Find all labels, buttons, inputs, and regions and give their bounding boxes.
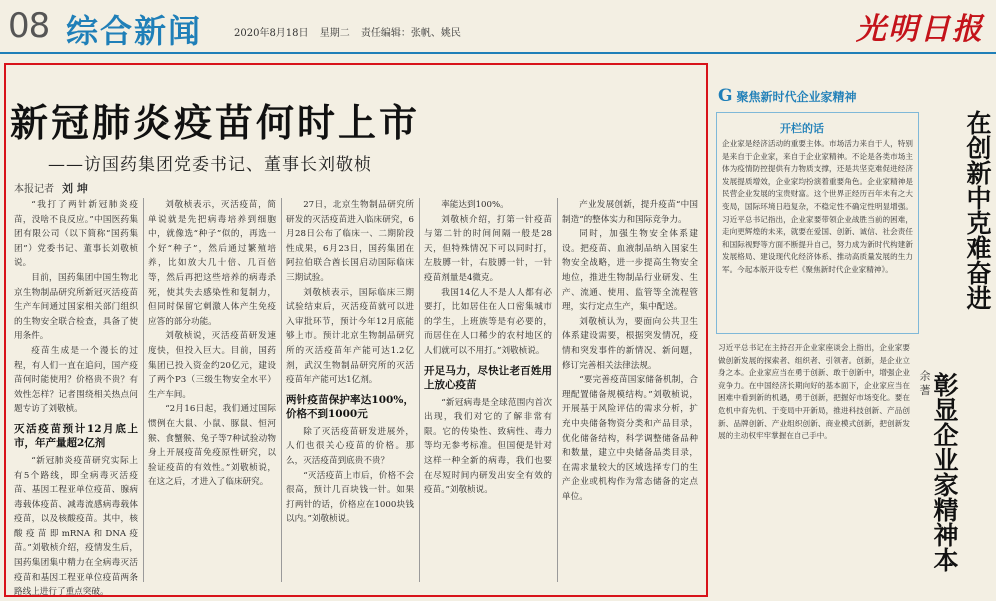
paragraph: 刘敬桢说，灭活疫苗研发速度快，但投入巨大。目前，国药集团已投入资金约20亿元，建设了两个P3（三级生物安全水平）生产车间。 xyxy=(148,331,276,400)
paragraph: 刘敬桢认为，要面向公共卫生体系建设需要，根据突发情况，疫情和突发事件的新情况、新问题，修订完善相关法律法规。 xyxy=(562,316,698,371)
editor-note-text: 企业家是经济活动的重要主体。市场活力来自于人，特别是来自于企业家，来自于企业家精神。不论是各类市场主体为疫情防控提供有力物质支撑，还是共坚克难促进经济发展提质增效，企业家均扮演着重要角色。企业家精神是民营企业发展的宝贵财富。这个世界正经历百年未有之大变局，国际环境日趋复杂，不稳定性不确定性明显增强。习近平总书记指出，企业家要带领企业战胜当前的困难，走向更辉煌的未来，就要在爱国、创新、诚信、社会责任和国际视野等方面不断提升自己，努力成为新时代构建新发展格局、建设现代化经济体系、推动高质量发展的生力军。今起本版开设专栏《聚焦新时代企业家精神》。 xyxy=(722,139,913,274)
article-column-4 xyxy=(424,198,552,582)
paragraph: “我打了两针新冠肺炎疫苗，没啥不良反应。”中国医药集团有限公司（以下简称“国药集团”）党委书记、董事长刘敬桢说。 xyxy=(14,200,138,269)
sidebar-body-text: 习近平总书记在主持召开企业家座谈会上指出，企业家要做创新发展的探索者、组织者、引领者。创新，是企业立身之本。企业家应当在勇于创新、敢于创新中，增强企业竞争力。在中国经济长期向好的基本面下，企业家应当在困难中看到新的机遇，勇于创新，把握好市场变化。要在危机中育先机、于变局中开新局，推进科技创新、产品创新、品牌创新、产业组织创新、商业模式创新，把创新发展的主动权牢牢掌握在自己手中。 xyxy=(718,343,910,441)
sidebar-section-head xyxy=(718,86,918,106)
paragraph: “要完善疫苗国家储备机制，合理配置储备规模结构。”刘敬桢说，开展基于风险评估的需求分析，扩充中央储备物资分类和产品目录，优化储备结构，科学调整储备品种和数量，建立中央储备品类目录，在需求量较大的区域选择专门的生产企业或机构作为常态储备的定点单位。 xyxy=(562,375,698,502)
paragraph: 目前，国药集团中国生物北京生物制品研究所新冠灭活疫苗生产车间通过国家相关部门组织的生物安全联合检查，具备了使用条件。 xyxy=(14,272,138,342)
section-marker-icon: G xyxy=(718,86,733,106)
article-column-2 xyxy=(148,198,276,582)
sidebar-section-label: 聚焦新时代企业家精神 xyxy=(736,90,857,104)
page-number: 08 xyxy=(8,6,50,46)
section-title: 综合新闻 xyxy=(66,12,203,50)
paragraph: 刘敬桢表示，国际临床三期试验结束后，灭活疫苗就可以进入审批环节，预计今年12月底能够上市。预计北京生物制品研究所的灭活疫苗年产能可达1.2亿剂，武汉生物制品研究所的灭活疫苗年产能可达1亿剂。 xyxy=(286,287,414,386)
sidebar-title-line-2: 彰显企业家精神本 xyxy=(930,372,959,572)
section-heading: 两针疫苗保护率达100%，价格不到1000元 xyxy=(286,393,414,420)
byline-name: 刘 坤 xyxy=(62,182,88,195)
article-subtitle: ——访国药集团党委书记、董事长刘敬桢 xyxy=(48,155,372,175)
article-column-1 xyxy=(14,198,138,598)
paragraph: “新冠肺炎疫苗研究实际上有5个路线，即全病毒灭活疫苗、基因工程亚单位疫苗、腺病毒载体疫苗、减毒流感病毒载体疫苗，以及核酸疫苗。其中，核酸疫苗即mRNA和DNA疫苗。”刘敬桢介绍，疫情发生后，国药集团集中精力在全病毒灭活疫苗和基因工程亚单位疫苗两条路线上进行了重点突破。 xyxy=(14,455,138,598)
section-heading: 灭活疫苗预计12月底上市，年产量超2亿剂 xyxy=(14,422,138,449)
masthead xyxy=(0,0,996,58)
issue-weekday: 星期二 xyxy=(319,28,350,39)
article-title: 新冠肺炎疫苗何时上市 xyxy=(10,100,421,145)
byline xyxy=(14,180,88,196)
sidebar-author: 余 蓍 xyxy=(918,370,931,396)
editor-note-title: 开栏的话 xyxy=(780,122,824,135)
paragraph: “灭活疫苗上市后，价格不会很高，预计几百块钱一针。如果打两针的话，价格应在1000块钱以内。”刘敬桢说。 xyxy=(286,470,414,525)
byline-label: 本报记者 xyxy=(14,184,54,195)
article-column-3 xyxy=(286,198,414,582)
paragraph: 我国14亿人不是人人都有必要打，比如居住在人口密集城市的学生，上班族等是有必要的，而居住在人口稀少的农村地区的人们就可以不用打。”刘敬桢说。 xyxy=(424,287,552,356)
paragraph: 率能达到100%。 xyxy=(441,200,509,210)
column-divider xyxy=(557,198,558,582)
issue-info xyxy=(234,24,469,39)
paragraph: “新冠病毒是全球范围内首次出现，我们对它的了解非常有限。它的传染性、致病性、毒力等均无参考标准。但国便是针对这样一种全新的病毒，我们也要在尽短时间内研发出安全有效的疫苗。”刘敬桢说。 xyxy=(424,397,552,496)
paragraph: 产业发展创新，提升疫苗“中国制造”的整体实力和国际竞争力。 xyxy=(562,200,698,225)
issue-date: 2020年8月18日 xyxy=(234,28,309,39)
paragraph: “2月16日起，我们通过国际惯例在大鼠、小鼠、豚鼠、恒河猴、食蟹猴、兔子等7种试验动物身上开展疫苗免疫原性研究，以验证疫苗的有效性。”刘敬桢说，在这之后，才进入了临床研究。 xyxy=(148,404,276,488)
section-heading: 开足马力，尽快让老百姓用上放心疫苗 xyxy=(424,364,552,391)
sidebar-title-line-1: 在创新中克难奋进 xyxy=(963,110,992,310)
paragraph: 刘敬桢介绍，打第一针疫苗与第二针的时间间隔一般是28天，但特殊情况下可以同时打，左肢膊一针，右肢膊一针，一针疫苗剂量是4微克。 xyxy=(424,214,552,283)
column-divider xyxy=(419,198,420,582)
column-divider xyxy=(281,198,282,582)
paragraph: 疫苗生成是一个漫长的过程，有人们一直在追问，国产疫苗何时能使用？价格贵不贵？有效性怎样？记者围绕相关热点问题专访了刘敬桢。 xyxy=(14,345,138,415)
article-column-5 xyxy=(562,198,698,582)
paragraph: 27日，北京生物制品研究所研发的灭活疫苗进入临床研究，6月28日公布了临床一、二期阶段性成果，6月23日，国药集团在阿拉伯联合酋长国启动国际临床三期试验。 xyxy=(286,200,414,283)
paragraph: 除了灭活疫苗研发进展外，人们也很关心疫苗的价格。那么，灭活疫苗到底贵不贵？ xyxy=(286,426,414,466)
paragraph: 同时，加强生物安全体系建设。把疫苗、血液制品纳入国家生物安全战略，进一步提高生物安全地位，推进生物制品行业研发、生产、流通、使用、监管等全流程管理，实行定点生产，集中配送。 xyxy=(562,229,698,313)
paragraph: 刘敬桢表示，灭活疫苗，简单说就是先把病毒培养到细胞中，就像选“种子”似的，再选一个好“种子”，然后通过繁殖培养，比如放大几十倍、几百倍等，然后再把这些培养的病毒杀死，使其失去感染性和复制力，但同时保留它刺激人体产生免疫应答的部分功能。 xyxy=(148,200,276,327)
newspaper-logo: 光明日报 xyxy=(856,12,984,47)
editors: 责任编辑：张帆、姚民 xyxy=(360,28,461,39)
masthead-divider xyxy=(0,52,996,54)
column-divider xyxy=(143,198,144,582)
